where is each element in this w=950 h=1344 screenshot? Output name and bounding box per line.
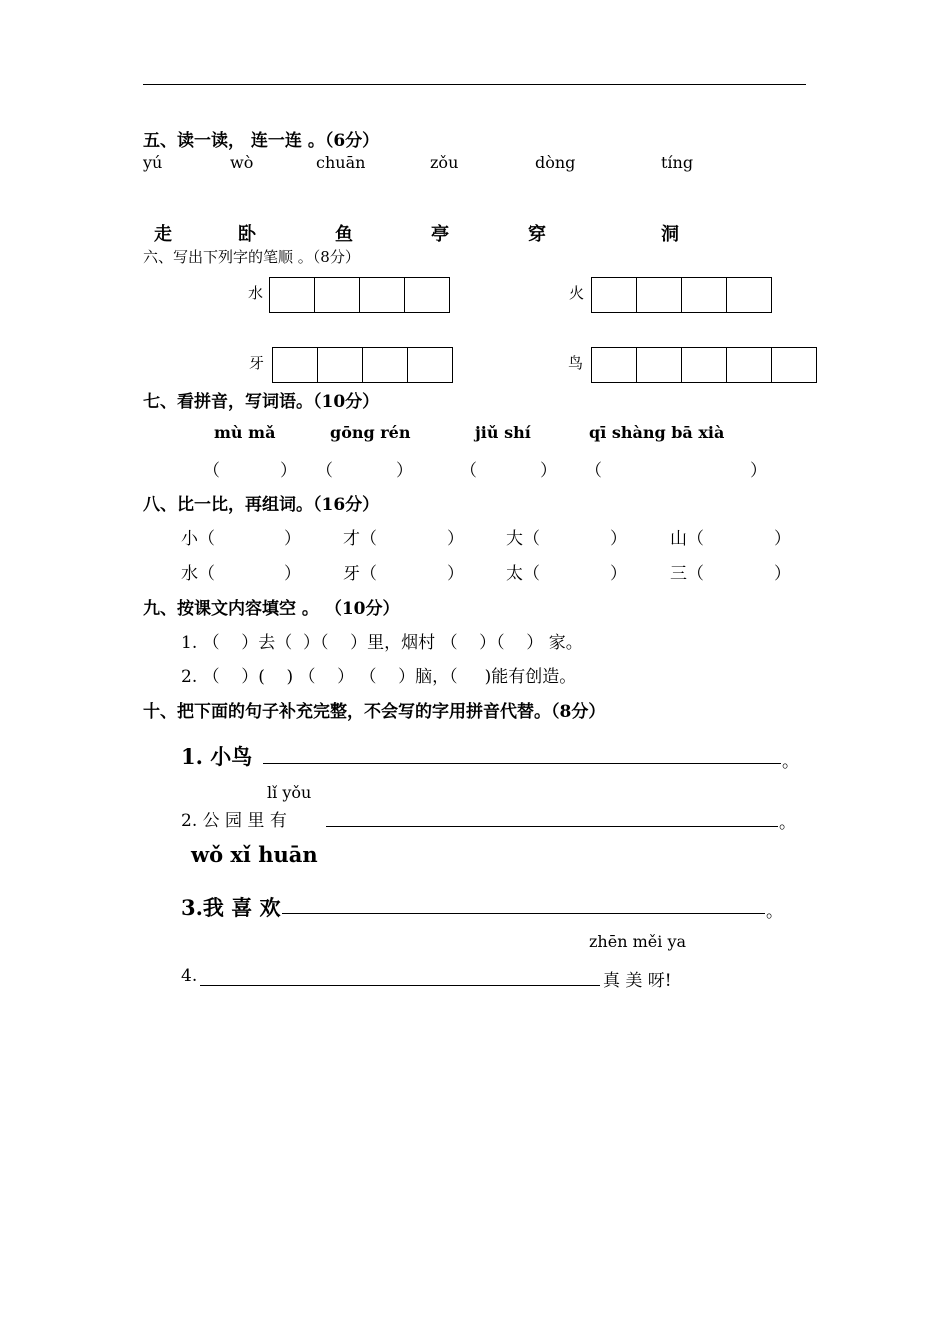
- compare-close-tai: ）: [610, 564, 627, 584]
- char-zou: 走: [154, 224, 172, 245]
- sentence-4-blank[interactable]: [200, 985, 600, 986]
- compare-item-xiao: 小（: [181, 529, 215, 549]
- sentence-1-label: 1. 小鸟: [181, 744, 253, 769]
- section-10-title: 十、把下面的句子补充完整，不会写的字用拼音代替。（8分）: [143, 702, 606, 722]
- sentence-4-suffix: 真 美 呀!: [603, 971, 672, 991]
- sentence-1-blank[interactable]: [263, 763, 781, 764]
- sentence-2-blank[interactable]: [326, 826, 778, 827]
- sentence-2-label: 2. 公 园 里 有: [181, 811, 287, 831]
- compare-item-shan: 山（: [670, 529, 704, 549]
- stroke-grid-shui[interactable]: [269, 277, 450, 313]
- answer-paren-open-2: （: [316, 461, 333, 481]
- answer-paren-close-1: ）: [280, 461, 297, 481]
- compare-close-ya: ）: [447, 564, 464, 584]
- stroke-char-huo: 火: [569, 284, 585, 302]
- sentence-2-period: 。: [779, 813, 796, 833]
- pinyin-dong: dòng: [535, 153, 576, 172]
- fill-line-2: 2. （ ）( ) （ ） （ ）脑，（ )能有创造。: [181, 667, 577, 687]
- compare-item-tai: 太（: [506, 564, 540, 584]
- section-9-title: 九、按课文内容填空 。 （10分）: [143, 599, 400, 619]
- sentence-1-period: 。: [782, 752, 799, 772]
- pinyin-wo: wò: [230, 153, 254, 172]
- sentence-4-pinyin: zhēn měi ya: [589, 932, 687, 951]
- pinyin-ting: tíng: [661, 153, 694, 172]
- char-ting: 亭: [431, 224, 449, 245]
- pinyin-jiu-shi: jiǔ shí: [475, 423, 531, 442]
- stroke-grid-niao[interactable]: [591, 347, 817, 383]
- answer-paren-open-4: （: [585, 461, 602, 481]
- answer-paren-open-1: （: [203, 461, 220, 481]
- compare-item-shui: 水（: [181, 564, 215, 584]
- char-dong: 洞: [661, 224, 679, 245]
- char-wo: 卧: [238, 224, 256, 245]
- compare-close-da: ）: [610, 529, 627, 549]
- compare-close-san: ）: [774, 564, 791, 584]
- sentence-3-label: 3.我 喜 欢: [181, 895, 281, 920]
- char-yu: 鱼: [335, 224, 353, 245]
- stroke-grid-ya[interactable]: [272, 347, 453, 383]
- pinyin-qi-shang-ba-xia: qī shàng bā xià: [589, 423, 725, 442]
- compare-item-san: 三（: [670, 564, 704, 584]
- pinyin-chuan: chuān: [316, 153, 366, 172]
- section-5-title: 五、读一读， 连一连 。（6分）: [143, 131, 380, 151]
- answer-paren-close-4: ）: [750, 461, 767, 481]
- compare-item-ya: 牙（: [343, 564, 377, 584]
- compare-close-xiao: ）: [284, 529, 301, 549]
- stroke-char-shui: 水: [248, 284, 264, 302]
- pinyin-mu-ma: mù mǎ: [214, 423, 276, 442]
- pinyin-zou: zǒu: [430, 153, 459, 172]
- sentence-3-pinyin: wǒ xǐ huān: [191, 842, 318, 867]
- compare-close-shan: ）: [774, 529, 791, 549]
- compare-close-shui: ）: [284, 564, 301, 584]
- compare-item-da: 大（: [506, 529, 540, 549]
- sentence-3-blank[interactable]: [282, 913, 765, 914]
- sentence-2-pinyin: lǐ yǒu: [267, 783, 312, 802]
- section-7-title: 七、看拼音，写词语。（10分）: [143, 392, 380, 412]
- pinyin-gong-ren: gōng rén: [330, 423, 411, 442]
- stroke-char-niao: 鸟: [568, 354, 584, 372]
- answer-paren-close-3: ）: [540, 461, 557, 481]
- answer-paren-close-2: ）: [396, 461, 413, 481]
- sentence-4-number: 4.: [181, 966, 198, 986]
- sentence-3-period: 。: [766, 902, 783, 922]
- section-6-title: 六、写出下列字的笔顺 。（8分）: [143, 248, 360, 266]
- section-8-title: 八、比一比，再组词。（16分）: [143, 495, 380, 515]
- header-rule: [143, 84, 806, 85]
- fill-line-1: 1. （ ）去（ ）（ ）里，烟村 （ ）（ ） 家。: [181, 633, 583, 653]
- stroke-char-ya: 牙: [249, 354, 265, 372]
- answer-paren-open-3: （: [460, 461, 477, 481]
- compare-item-cai: 才（: [343, 529, 377, 549]
- stroke-grid-huo[interactable]: [591, 277, 772, 313]
- char-chuan: 穿: [528, 224, 546, 245]
- compare-close-cai: ）: [447, 529, 464, 549]
- pinyin-yu: yú: [143, 153, 163, 172]
